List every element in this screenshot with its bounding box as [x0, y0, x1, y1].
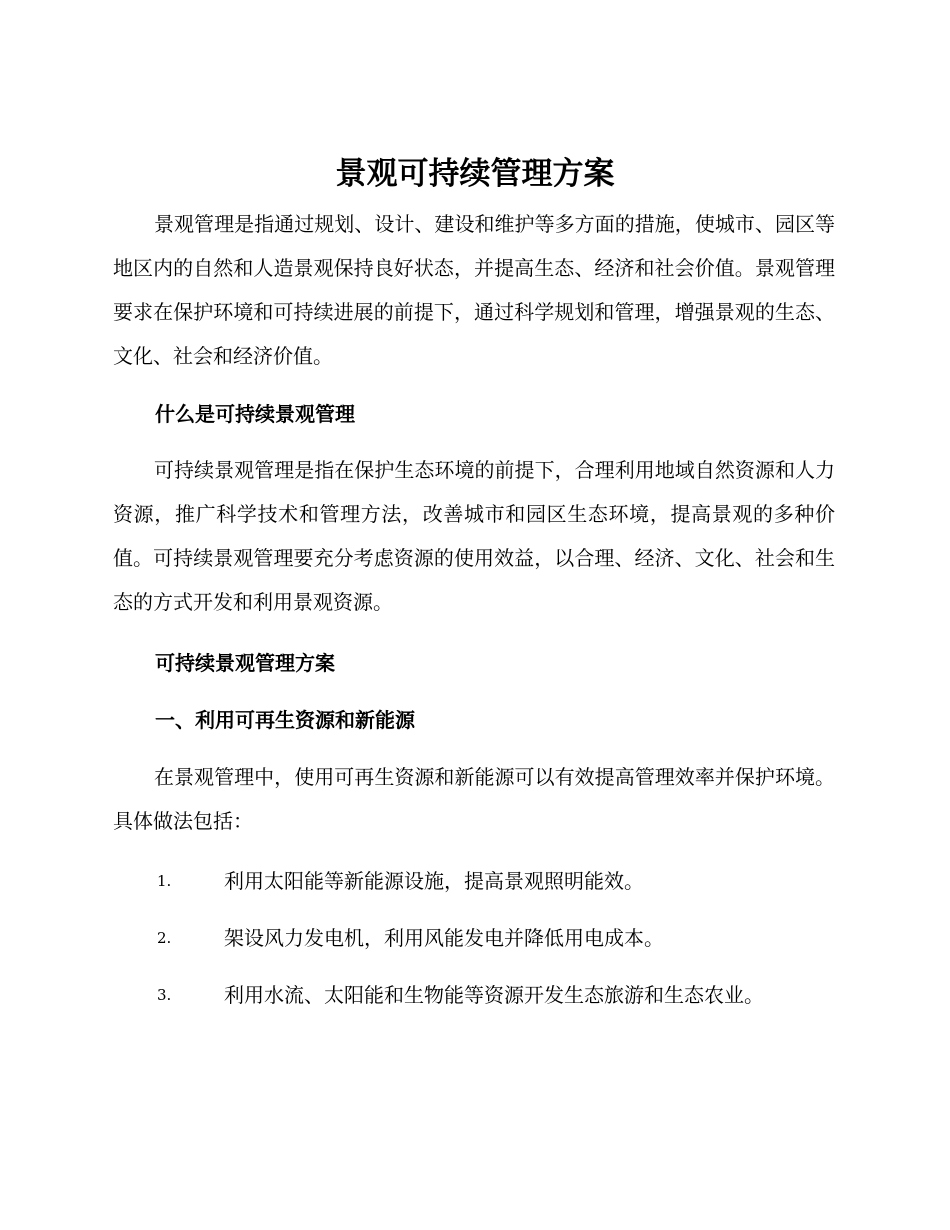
list-text: 利用太阳能等新能源设施，提高景观照明能效。	[224, 869, 644, 893]
list-number: 2.	[157, 929, 172, 947]
list-number: 1.	[157, 872, 172, 890]
list-text: 架设风力发电机，利用风能发电并降低用电成本。	[224, 926, 664, 950]
intro-paragraph: 景观管理是指通过规划、设计、建设和维护等多方面的措施，使城市、园区等地区内的自然和人造景观保持良好状态，并提高生态、经济和社会价值。景观管理要求在保护环境和可持续进展的前提下，通过科学规划和管理，增强景观的生态、文化、社会和经济价值。	[113, 212, 835, 368]
subsection-paragraph-renewable: 在景观管理中，使用可再生资源和新能源可以有效提高管理效率并保护环境。具体做法包括：	[113, 765, 835, 833]
list-text: 利用水流、太阳能和生物能等资源开发生态旅游和生态农业。	[224, 983, 764, 1007]
list-item	[0, 980, 950, 1010]
document-title: 景观可持续管理方案	[335, 156, 615, 192]
subsection-heading-renewable: 一、利用可再生资源和新能源	[155, 708, 415, 732]
list-item	[0, 923, 950, 953]
section-paragraph-what-is: 可持续景观管理是指在保护生态环境的前提下，合理利用地域自然资源和人力资源，推广科学技术和管理方法，改善城市和园区生态环境，提高景观的多种价值。可持续景观管理要充分考虑资源的使用效益，以合理、经济、文化、社会和生态的方式开发和利用景观资源。	[113, 458, 835, 614]
list-number: 3.	[157, 986, 172, 1004]
list-item	[0, 866, 950, 896]
section-heading-what-is: 什么是可持续景观管理	[155, 402, 355, 426]
section-heading-plan: 可持续景观管理方案	[155, 651, 335, 675]
